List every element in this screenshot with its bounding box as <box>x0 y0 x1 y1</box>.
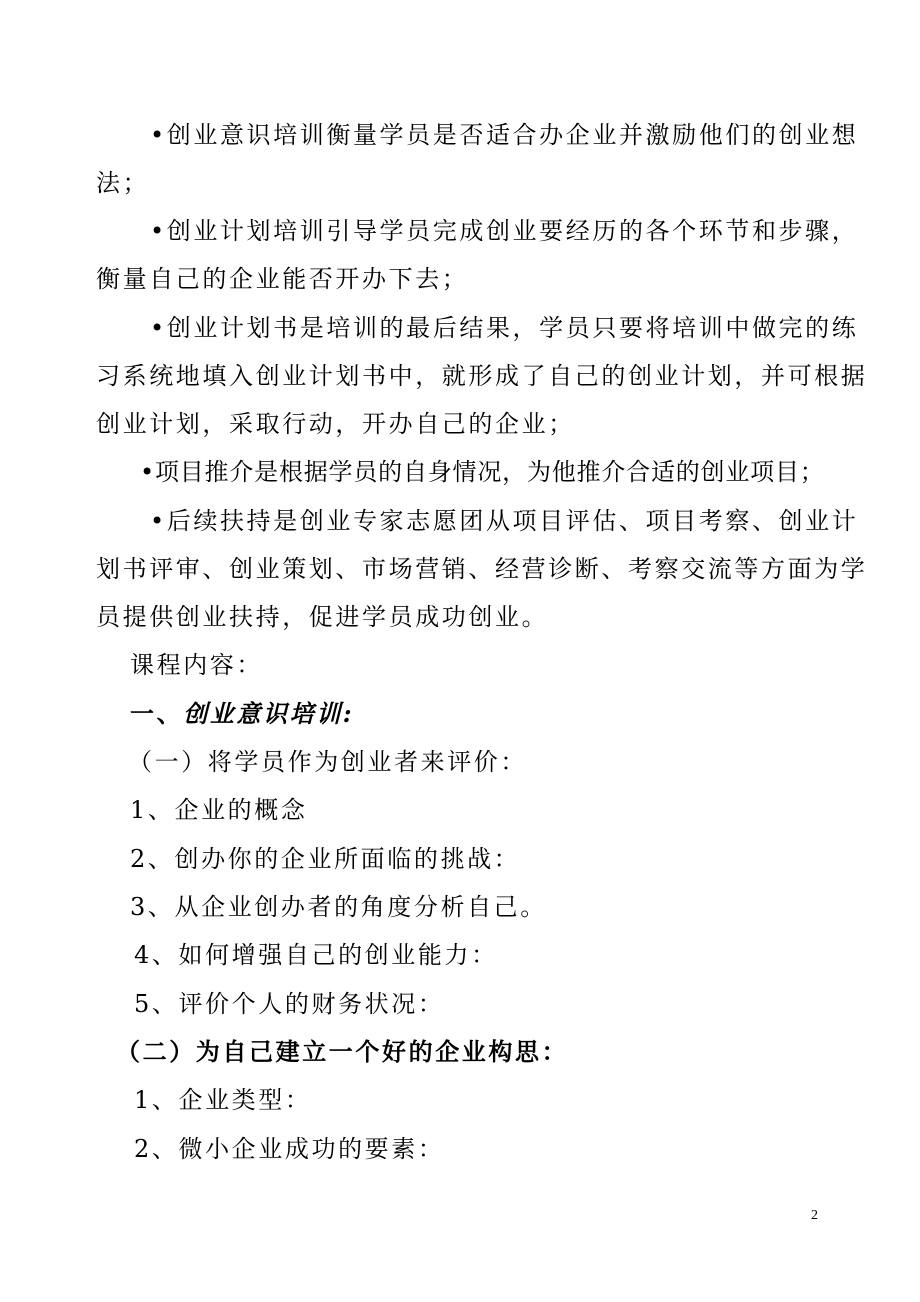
subsection-title: （一）将学员作为创业者来评价： <box>128 748 527 776</box>
bullet-line: •后续扶持是创业专家志愿团从项目评估、项目考察、创业计 <box>150 507 859 535</box>
course-heading: 课程内容： <box>130 651 263 679</box>
page-number: 2 <box>811 1208 818 1223</box>
list-item: 4、如何增强自己的创业能力： <box>134 941 498 969</box>
bullet-line: •创业计划培训引导学员完成创业要经历的各个环节和步骤， <box>150 217 859 245</box>
list-item: 2、微小企业成功的要素： <box>134 1135 445 1163</box>
text-line: 创业计划，采取行动，开办自己的企业； <box>96 410 575 438</box>
subsection-title: （二）为自己建立一个好的企业构思： <box>116 1037 569 1066</box>
bullet-line: •项目推介是根据学员的自身情况，为他推介合适的创业项目； <box>140 458 825 486</box>
section-title <box>130 699 354 729</box>
section-number: 一、 <box>130 699 184 728</box>
list-item: 1、企业的概念 <box>130 796 308 824</box>
text-line: 划书评审、创业策划、市场营销、经营诊断、考察交流等方面为学 <box>96 555 868 583</box>
text-line: 法； <box>96 169 150 197</box>
text-line: 衡量自己的企业能否开办下去； <box>96 265 469 293</box>
section-title-text: 创业意识培训: <box>183 699 355 728</box>
list-item: 5、评价个人的财务状况： <box>134 990 445 1018</box>
bullet-line: •创业意识培训衡量学员是否适合办企业并激励他们的创业想 <box>150 121 859 149</box>
list-item: 2、创办你的企业所面临的挑战： <box>130 845 521 873</box>
text-line: 习系统地填入创业计划书中，就形成了自己的创业计划，并可根据 <box>96 362 868 390</box>
list-item: 3、从企业创办者的角度分析自己。 <box>130 893 547 921</box>
list-item: 1、企业类型： <box>134 1086 312 1114</box>
text-line: 员提供创业扶持，促进学员成功创业。 <box>96 603 549 631</box>
bullet-line: •创业计划书是培训的最后结果，学员只要将培训中做完的练 <box>150 314 859 342</box>
